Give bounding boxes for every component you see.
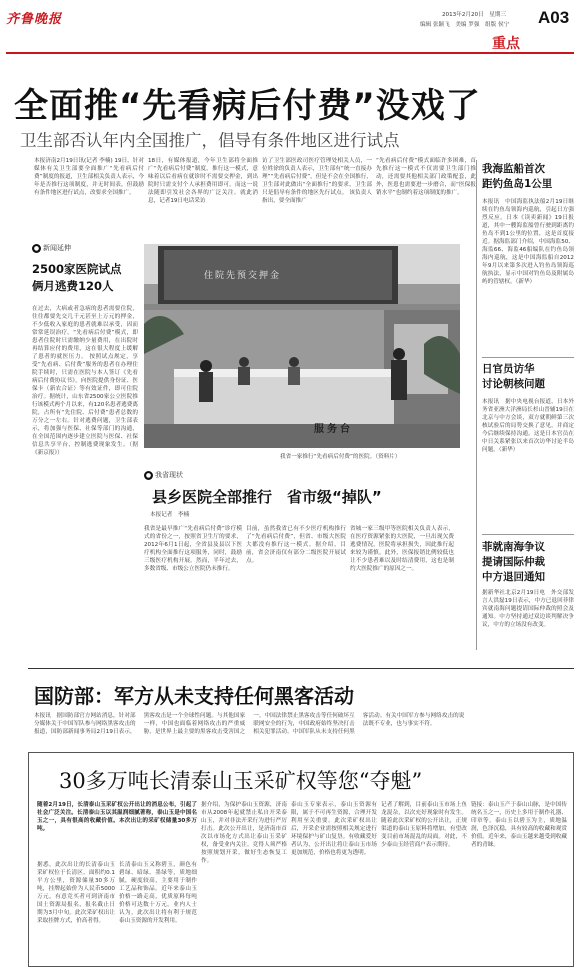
lead-col-2: 18日，有媒体报道，今年卫生部将全面推广“先看病后付费”制度，推行这一模式，意味着以后看病在就诊时不需要交押金，到出院时只需支付个人承担费用即可。而这一说法随即引发社会各界的广泛关注。就此消息，记者19日电话采访: [148, 158, 258, 204]
province-byline: 本报记者 李楠: [150, 512, 190, 518]
masthead-editors: 编辑 张颖飞 美编 罗强 组版 侯宁: [420, 22, 510, 28]
side-story-1: [482, 162, 574, 350]
side-story-1-title: 我海监船首次 距钓鱼岛1公里: [482, 163, 553, 190]
bottom-col-6: 链接：泰山玉产于泰山山脉，是中国传统名玉之一，历史上多用于制作礼器、印章等。泰山玉以碧玉为主，质地温润，色泽沉稳，具有较高的收藏和观赏价值。近年来，泰山玉越来越受到收藏者的青睐。: [471, 802, 567, 848]
province-kicker-text: 我省现状: [155, 471, 183, 479]
photo-sign-text: 住院先预交押金: [204, 271, 282, 281]
masthead-logo: 齐鲁晚报: [6, 12, 63, 27]
masthead: [0, 0, 580, 50]
province-kicker: [144, 470, 183, 480]
side-rule-1: [482, 357, 574, 358]
province-col-2: 目前，虽然我省已有不少医疗机构推行了“先看病后付费”，但省、市级大医院大都没有推行这一模式。据介绍，目前，省会济南仅有部分二级医院开展试点。: [246, 526, 346, 564]
bottom-story-box: [28, 752, 574, 967]
side-story-3-title: 菲就南海争议 提请国际仲裁 中方退回通知: [482, 541, 545, 583]
bottom-col-2: 长清泰山玉又称碧玉，颜色有碧绿、暗绿、墨绿等，质地细腻，硬度较高，主要用于制作工艺品和饰品。近年来泰山玉价格一路走高，优质原料每吨价格可达数十万元。业内人士认为，此次出让将有利于规范泰山玉资源的开发利用。: [119, 862, 197, 924]
defense-rule-top: [28, 668, 574, 669]
section-label: 重点: [492, 36, 520, 52]
bottom-headline: 30多万吨长清泰山玉采矿权等您“夺魁”: [59, 769, 423, 793]
province-col-3: 省城一家三级甲等医院相关负责人表示，在医疗资源紧张的大医院，一旦出现欠费逃费情况，医院将承担损失，因此推行起来较为谨慎。此外，医保报销比例较低也让不少患者难以及时结清费用，这也是制约大医院推广的原因之一。: [350, 526, 454, 572]
defense-headline: 国防部：军方从未支持任何黑客活动: [34, 684, 354, 708]
bottom-intro: 随着2月19日，长清泰山玉采矿权公开出让的消息公布，引起了社会广泛关注。长清泰山玉以其温润细腻著称，泰山玉是中国名玉之一，具有很高的收藏价值。本次出让的采矿权储量30多万吨。: [37, 802, 197, 832]
dot-icon: ●: [145, 471, 152, 479]
masthead-rule: [6, 52, 574, 54]
news-link-box: [32, 243, 138, 653]
lead-subhead: 卫生部否认年内全国推广，倡导有条件地区进行试点: [20, 131, 400, 150]
side-story-1-body: 本报讯 中国海监执法船2月19日继续在钓鱼岛领海内巡航，引起日方强烈反应。日本《读卖新闻》19日报道，其中一艘海监船曾行驶到距离钓鱼岛不到1公里的位置，这是首度接近。据海监部门介绍，中国海监50、海监66、海监46船编队在钓鱼岛领海内巡航，这是中国海监船自2012年9月以来第多次进入钓鱼岛领海巡航执法，显示中国对钓鱼岛及附属岛屿的管辖权。（新华）: [482, 199, 574, 285]
side-rule-2: [482, 534, 574, 535]
side-story-3-body: 据新华社北京2月19日电 外交部发言人洪磊19日表示，中方已退回菲律宾就南海问题提请国际仲裁的照会及通知。中方坚持通过双边谈判解决争议，中方的立场没有改变。: [482, 590, 574, 628]
hospital-photo: [144, 244, 460, 448]
province-col-1: 我省是最早推广“先看病后付费”诊疗模式的省份之一，按照省卫生厅的要求，2012年6月1日起，全省县及县以下医疗机构全面推行这项服务，同时，鼓励三级医疗机构开展。然而，半年过去，多数省级、市级公立医院仍未推行。: [144, 526, 242, 572]
side-story-2-body: 本报讯 据中央电视台报道，日本外务省亚洲大洋洲局长杉山晋辅19日在北京与中方会谈，双方就朝鲜第三次核试验后的局势交换了意见，并商定今后继续保持沟通。这是日本官员在中日关系紧张以来首次访华讨论半岛问题。（新华）: [482, 399, 574, 453]
photo-caption: 我省一家推行“先看病后付费”的医院。（资料片）: [280, 454, 401, 460]
bottom-col-4: 泰山玉专家表示，泰山玉资源有限，属于不可再生资源，合理开发利用至关重要。此次采矿权出让后，开采企业需按照相关规定进行环境保护与矿山复垦。有收藏爱好者认为，公开出让将让泰山玉市场更加规范，价格也将更为透明。: [291, 802, 377, 856]
page-number: A03: [538, 8, 570, 27]
side-story-3: [482, 540, 574, 647]
hospital-photo-illustration: [144, 244, 460, 448]
side-story-2-title: 日官员访华 讨论朝核问题: [482, 363, 545, 390]
news-link-title: 2500家医院试点 俩月逃费120人: [32, 262, 122, 293]
news-link-body: 在过去，大病或者急病的患者需要住院，往往都要先交几千元甚至上万元的押金，不少低收入家庭的患者就难以承受，因而常常延误治疗。“先看病后付费”模式，即患者住院时只需缴纳少量费用，在出院时再结算应付的费用，这在很大程度上缓解了患者的就医压力。 按照试点规定，享受“先看病、后付费”服务的患者在办理住院手续时，只需在医院与本人签订《先看病后付费协议书》，向医院提供身份证、医保卡（新农合证）等有效证件，即可住院治疗。据统计，山东省2500家公立医院推行该模式两个月以来，有120名患者逃费离院，占所有“先住院、后付费”患者总数的万分之一左右。针对逃费问题，卫生部表示，将加强与医保、社保等部门的沟通，在全国范围内逐步建立医院与医保、社保信息共享平台，控制逃费现象发生。（据《新京报》）: [32, 306, 138, 456]
bottom-col-5: 记者了解到，目前泰山玉市场上鱼龙混杂，以次充好现象时有发生。随着此次采矿权的公开出让，正规渠道的泰山玉原料将增加，有望改变目前市场混乱的局面。对此，不少泰山玉经营商户表示期待。: [381, 802, 467, 848]
bottom-col-3: 据介绍，为保护泰山玉资源，济南市从2008年起就禁止私自开采泰山玉，并对非法开采行为进行严厉打击。此次公开出让，是济南市首次以市场化方式出让泰山玉采矿权，备受业内关注。竞得人须严格按照规划开采，做好生态恢复工作。: [201, 802, 287, 864]
defense-body: 本报讯 据国防部官方网站消息，针对部分媒体关于中国军队参与网络黑客攻击的报道，国防部新闻事务局2月19日表示，黑客攻击是一个全球性问题。与其他国家一样，中国也面临着网络攻击的严重威胁，是世界上最主要的黑客攻击受害国之一。中国法律禁止黑客攻击等任何破坏互联网安全的行为，中国政府始终坚决打击相关犯罪活动。中国军队从未支持任何黑客活动。有关中国军方参与网络攻击的说法既不专业，也与事实不符。: [34, 713, 465, 735]
province-headline: 县乡医院全部推行 省市级“掉队”: [152, 488, 382, 506]
news-link-kicker-text: 新闻延伸: [43, 244, 71, 252]
dot-icon: ●: [33, 244, 40, 252]
sidebar-divider: [476, 160, 477, 650]
lead-col-1: 本报济南2月19日讯(记者 李楠) 19日，针对媒体有关卫生部要全面推广“先看病后付费”制度的报道，卫生部相关负责人表示，今年是否推行这项制度，并无时间表，但鼓励有条件地区进行试点，改要求全国推广。: [34, 158, 144, 196]
lead-headline: 全面推“先看病后付费”没戏了: [14, 86, 481, 126]
lead-col-4: “先看病后付费”模式面临许多困难，首先推行这一模式不仅需要卫生部门推动，还需要其他相关部门政策配套，此外，医患也需要进一步磨合，而“医保报销水平”也制约着这项制度的推广。: [376, 158, 476, 196]
masthead-date: 2013年2月20日 星期三: [442, 12, 507, 18]
photo-desk-text: 服务台: [314, 424, 353, 435]
side-story-2: [482, 362, 574, 526]
bottom-col-1: 据悉，此次出让的长清泰山玉采矿权位于长清区，面积约0.1平方公里，资源储量30多万吨，挂牌起始价为人民币5000万元。有意竞买者可到济南市国土资源局报名，报名截止日期为3月中旬。此次采矿权出让采取挂牌方式，价高者得。: [37, 862, 115, 924]
news-link-kicker: [32, 243, 138, 253]
lead-col-3: 访了卫生部医政司医疗管理处相关人员，一位姓徐的负责人表示，卫生部有“统一直接办理”“先看病后付费”，但是不会在全国推行，卫生部对此做出“全面推行”的要求，卫生部只是倡导有条件的地区先行试点。 该负责人指出，要全面推广: [262, 158, 372, 204]
